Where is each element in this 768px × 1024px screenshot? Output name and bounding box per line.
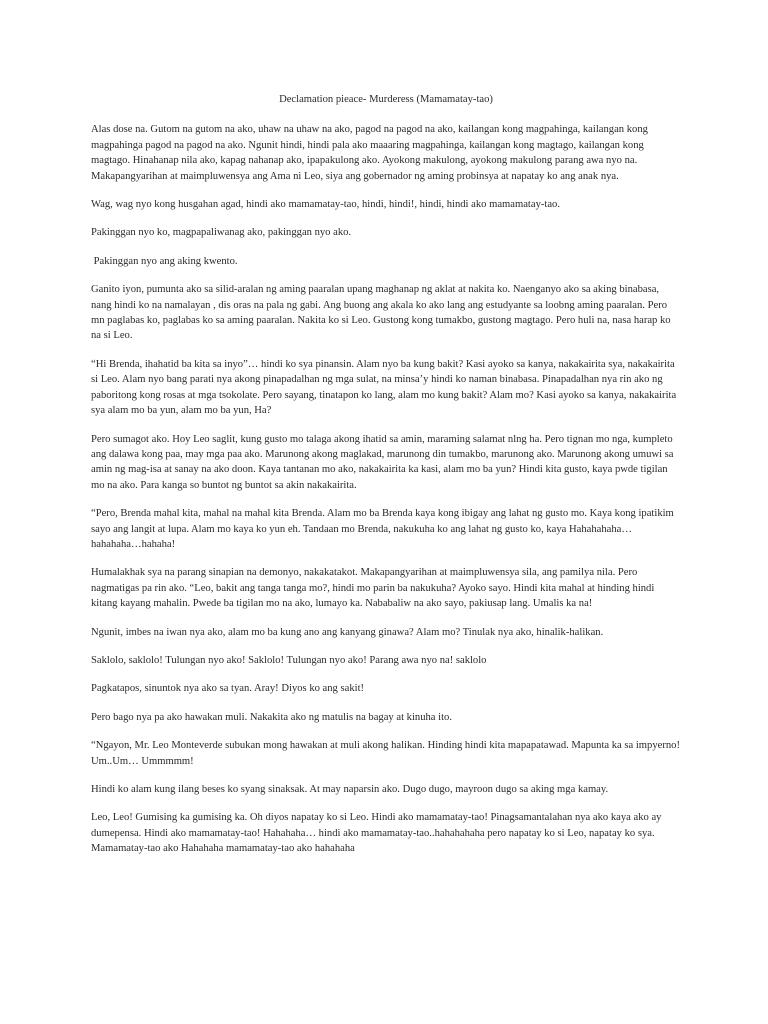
paragraph: Alas dose na. Gutom na gutom na ako, uhaw na uhaw na ako, pagod na pagod na ako, kailangan kong magpahinga, kailangan kong magpahinga pagod na pagod na ako. Ngunit hindi, hindi pala ako maaaring magpahinga, kailangan kong magtago, kailangan kong magtago. Hinahanap nila ako, kapag nahanap ako, ipapakulong ako. Ayokong makulong, ayokong makulong parang awa nyo na. Makapangyarihan at maimpluwensya ang Ama ni Leo, siya ang gobernador ng aming probinsya at napatay ko ang anak nya. (91, 124, 648, 182)
document-title: Declamation pieace- Murderess (Mamamatay-tao) (279, 94, 493, 105)
paragraph: Saklolo, saklolo! Tulungan nyo ako! Saklolo! Tulungan nyo ako! Parang awa nyo na! saklolo (91, 654, 487, 666)
paragraph: Ganito iyon, pumunta ako sa silid-aralan ng aming paaralan upang maghanap ng aklat at nakita ko. Naenganyo ako sa aking binabasa, nang hindi ko na namalayan , dis oras na pala ng gabi. Ang buong ang akala ko ako lang ang estudyante sa loobng aming paaralan. Pero mn paglabas ko, paglabas ko sa aming paaralan. Nakita ko si Leo. Gustong kong tumakbo, gustong magtago. Pero huli na, nasa harap ko na si Leo. (91, 284, 671, 342)
paragraph: Pakinggan nyo ko, magpapaliwanag ako, pakinggan nyo ako. (91, 227, 352, 239)
paragraph: Pagkatapos, sinuntok nya ako sa tyan. Aray! Diyos ko ang sakit! (91, 683, 365, 695)
paragraph: Pero bago nya pa ako hawakan muli. Nakakita ako ng matulis na bagay at kinuha ito. (91, 711, 452, 723)
paragraph: Hindi ko alam kung ilang beses ko syang sinaksak. At may naparsin ako. Dugo dugo, mayroon dugo sa aking mga kamay. (91, 784, 609, 795)
paragraph: Humalakhak sya na parang sinapian na demonyo, nakakatakot. Makapangyarihan at maimpluwensya sila, ang pamilya nila. Pero nagmatigas pa rin ako. “Leo, bakit ang tanga tanga mo?, hindi mo parin ba nakukuha? Ayoko sayo. Hindi kita mahal at hinding hindi kitang kayang mahalin. Pwede ba tigilan mo na ako, lumayo ka. Nababaliw na ako sayo, pakiusap lang. Umalis ka na! (91, 567, 655, 610)
paragraph: Leo, Leo! Gumising ka gumising ka. Oh diyos napatay ko si Leo. Hindi ako mamamatay-tao! Pinagsamantalahan nya ako kaya ako ay dumepensa. Hindi ako mamamatay-tao! Hahahaha… hindi ako mamamatay-tao..hahahahaha pero napatay ko si Leo, napatay ko sya. Mamamatay-tao ako Hahahaha mamamatay-tao ako hahahaha (91, 812, 662, 855)
paragraph: Pakinggan nyo ang aking kwento. (91, 255, 238, 267)
paragraph: Wag, wag nyo kong husgahan agad, hindi ako mamamatay-tao, hindi, hindi!, hindi, hindi ako mamamatay-tao. (91, 199, 560, 211)
paragraph: Pero sumagot ako. Hoy Leo saglit, kung gusto mo talaga akong ihatid sa amin, maraming salamat nlng ha. Pero tignan mo nga, kumpleto ang dalawa kong paa, may mga paa ako. Marunong akong maglakad, marunong din tumakbo, marunong ako. Marunong akong umuwi sa amin ng mag-isa at sanay na ako doon. Kaya tantanan mo ako, nakakairita ka kasi, alam mo ba yun? Hindi kita gusto, kaya pwde tigilan mo na ako. Para kanga so buntot ng buntot sa akin nakakairita. (91, 433, 674, 491)
paragraph: “Hi Brenda, ihahatid ba kita sa inyo”… hindi ko sya pinansin. Alam nyo ba kung bakit? Kasi ayoko sa kanya, nakakairita sya, nakakairita si Leo. Alam nyo bang parati nya akong pinapadalhan ng mga sulat, na minsa’y hindi ko naman binabasa. Pinapadalhan nya rin ako ng paboritong kong rosas at mga tsokolate. Pero sayang, tinatapon ko lang, alam mo kung bakit? Alam mo? Kasi ayoko sa kanya, nakakairita sya alam mo ba yun, alam mo ba yun, Ha? (91, 358, 677, 417)
paragraph: Ngunit, imbes na iwan nya ako, alam mo ba kung ano ang kanyang ginawa? Alam mo? Tinulak nya ako, hinalik-halikan. (91, 626, 604, 638)
document-body (91, 92, 681, 870)
paragraph: “Pero, Brenda mahal kita, mahal na mahal kita Brenda. Alam mo ba Brenda kaya kong ibigay ang lahat ng gusto mo. Kaya kong ipatikim sayo ang langit at lupa. Alam mo kaya ko yun eh. Tandaan mo Brenda, nakukuha ko ang lahat ng gusto ko, kaya Hahahahaha… hahahaha…hahaha! (91, 508, 674, 550)
paragraph-list (91, 122, 681, 856)
paragraph: “Ngayon, Mr. Leo Monteverde subukan mong hawakan at muli akong halikan. Hinding hindi kita mapapatawad. Mapunta ka sa impyerno! Um..Um… Ummmmm! (91, 740, 680, 767)
